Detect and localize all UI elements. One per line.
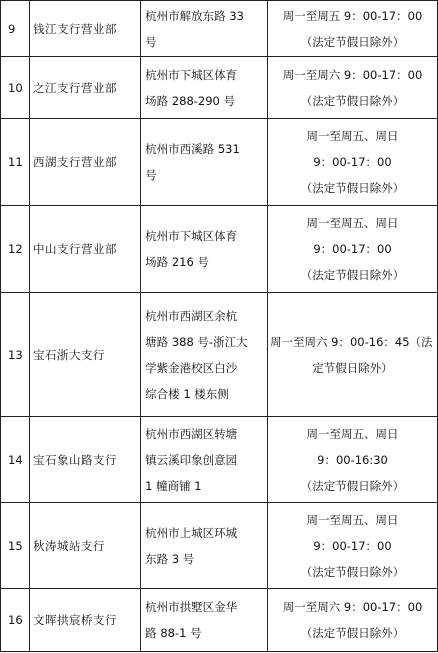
branch-name: 秋涛城站支行	[29, 503, 140, 589]
row-number: 15	[1, 503, 30, 589]
row-number: 16	[1, 589, 30, 652]
hours-line: 周一至周五、周日	[306, 216, 399, 230]
hours-line: 9：00-17：00	[313, 242, 392, 256]
business-hours	[268, 293, 438, 417]
table-row	[1, 206, 438, 293]
table-row	[1, 57, 438, 119]
hours-line: （法定节假日除外）	[300, 626, 405, 640]
business-hours	[268, 589, 438, 652]
address-line: 杭州市西湖区余杭	[145, 308, 238, 323]
row-number: 13	[1, 293, 30, 417]
business-hours	[268, 57, 438, 119]
table-row	[1, 589, 438, 652]
hours-line: （法定节假日除外）	[300, 93, 405, 108]
hours-line: 9：00-17：00	[313, 538, 392, 553]
branch-address	[141, 1, 268, 57]
business-hours	[268, 206, 438, 293]
hours-line: 周一至周五、周日	[306, 512, 399, 527]
row-number: 14	[1, 417, 30, 503]
branch-name: 宝石象山路支行	[29, 417, 140, 503]
branch-name: 宝石浙大支行	[29, 293, 140, 417]
branch-address	[141, 119, 268, 206]
hours-line: 周一至周六 9：00-17：00	[282, 67, 423, 82]
branch-name: 钱江支行营业部	[29, 1, 140, 57]
table-row	[1, 119, 438, 206]
address-line: 场路 216 号	[145, 255, 209, 269]
branch-name: 西湖支行营业部	[29, 119, 140, 206]
branch-address	[141, 293, 268, 417]
row-number: 12	[1, 206, 30, 293]
address-line: 场路 288-290 号	[145, 93, 236, 108]
address-line: 东路 3 号	[145, 551, 195, 566]
business-hours	[268, 119, 438, 206]
address-line: 杭州市上城区环城	[145, 525, 238, 540]
branch-address	[141, 417, 268, 503]
hours-line: 周一至周五、周日	[306, 426, 399, 441]
address-line: 杭州市西溪路 531	[145, 142, 240, 156]
branch-address	[141, 57, 268, 119]
address-line: 杭州市解放东路 33	[145, 8, 244, 23]
hours-line: 9：00-16:30	[317, 452, 388, 467]
hours-line: 周一至周五、周日	[306, 129, 399, 143]
branch-name: 之江支行营业部	[29, 57, 140, 119]
hours-line: （法定节假日除外）	[300, 34, 405, 49]
address-line: 杭州市下城区体育	[145, 67, 238, 82]
branch-address	[141, 589, 268, 652]
hours-line: 周一至周六 9：00-16：45（法	[270, 334, 433, 349]
branch-address	[141, 206, 268, 293]
branch-address	[141, 503, 268, 589]
address-line: 镇云溪印象创意园	[145, 452, 238, 467]
hours-line: （法定节假日除外）	[300, 564, 405, 579]
row-number: 9	[1, 1, 30, 57]
table-row	[1, 293, 438, 417]
address-line: 路 88-1 号	[145, 626, 202, 640]
business-hours	[268, 1, 438, 57]
address-line: 杭州市西湖区转塘	[145, 426, 238, 441]
address-line: 杭州市拱墅区金华	[145, 600, 238, 614]
address-line: 号	[145, 34, 157, 49]
business-hours	[268, 417, 438, 503]
hours-line: 9：00-17：00	[313, 155, 392, 169]
row-number: 11	[1, 119, 30, 206]
hours-line: （法定节假日除外）	[300, 181, 405, 195]
address-line: 1 幢商铺 1	[145, 478, 202, 493]
hours-line: （法定节假日除外）	[300, 478, 405, 493]
business-hours	[268, 503, 438, 589]
address-line: 杭州市下城区体育	[145, 229, 238, 243]
hours-line: （法定节假日除外）	[300, 268, 405, 282]
address-line: 综合楼 1 楼东侧	[145, 386, 229, 401]
branch-name: 文晖拱宸桥支行	[29, 589, 140, 652]
branch-name: 中山支行营业部	[29, 206, 140, 293]
row-number: 10	[1, 57, 30, 119]
table-row	[1, 1, 438, 57]
address-line: 学紫金港校区白沙	[145, 360, 238, 375]
hours-line: 周一至周五 9：00-17：00	[282, 8, 423, 23]
address-line: 塘路 388 号-浙江大	[145, 334, 248, 349]
table-row	[1, 503, 438, 589]
hours-line: 周一至周六 9：00-17：00	[282, 600, 423, 614]
table-row	[1, 417, 438, 503]
hours-line: 定节假日除外）	[312, 360, 393, 375]
address-line: 号	[145, 168, 157, 182]
